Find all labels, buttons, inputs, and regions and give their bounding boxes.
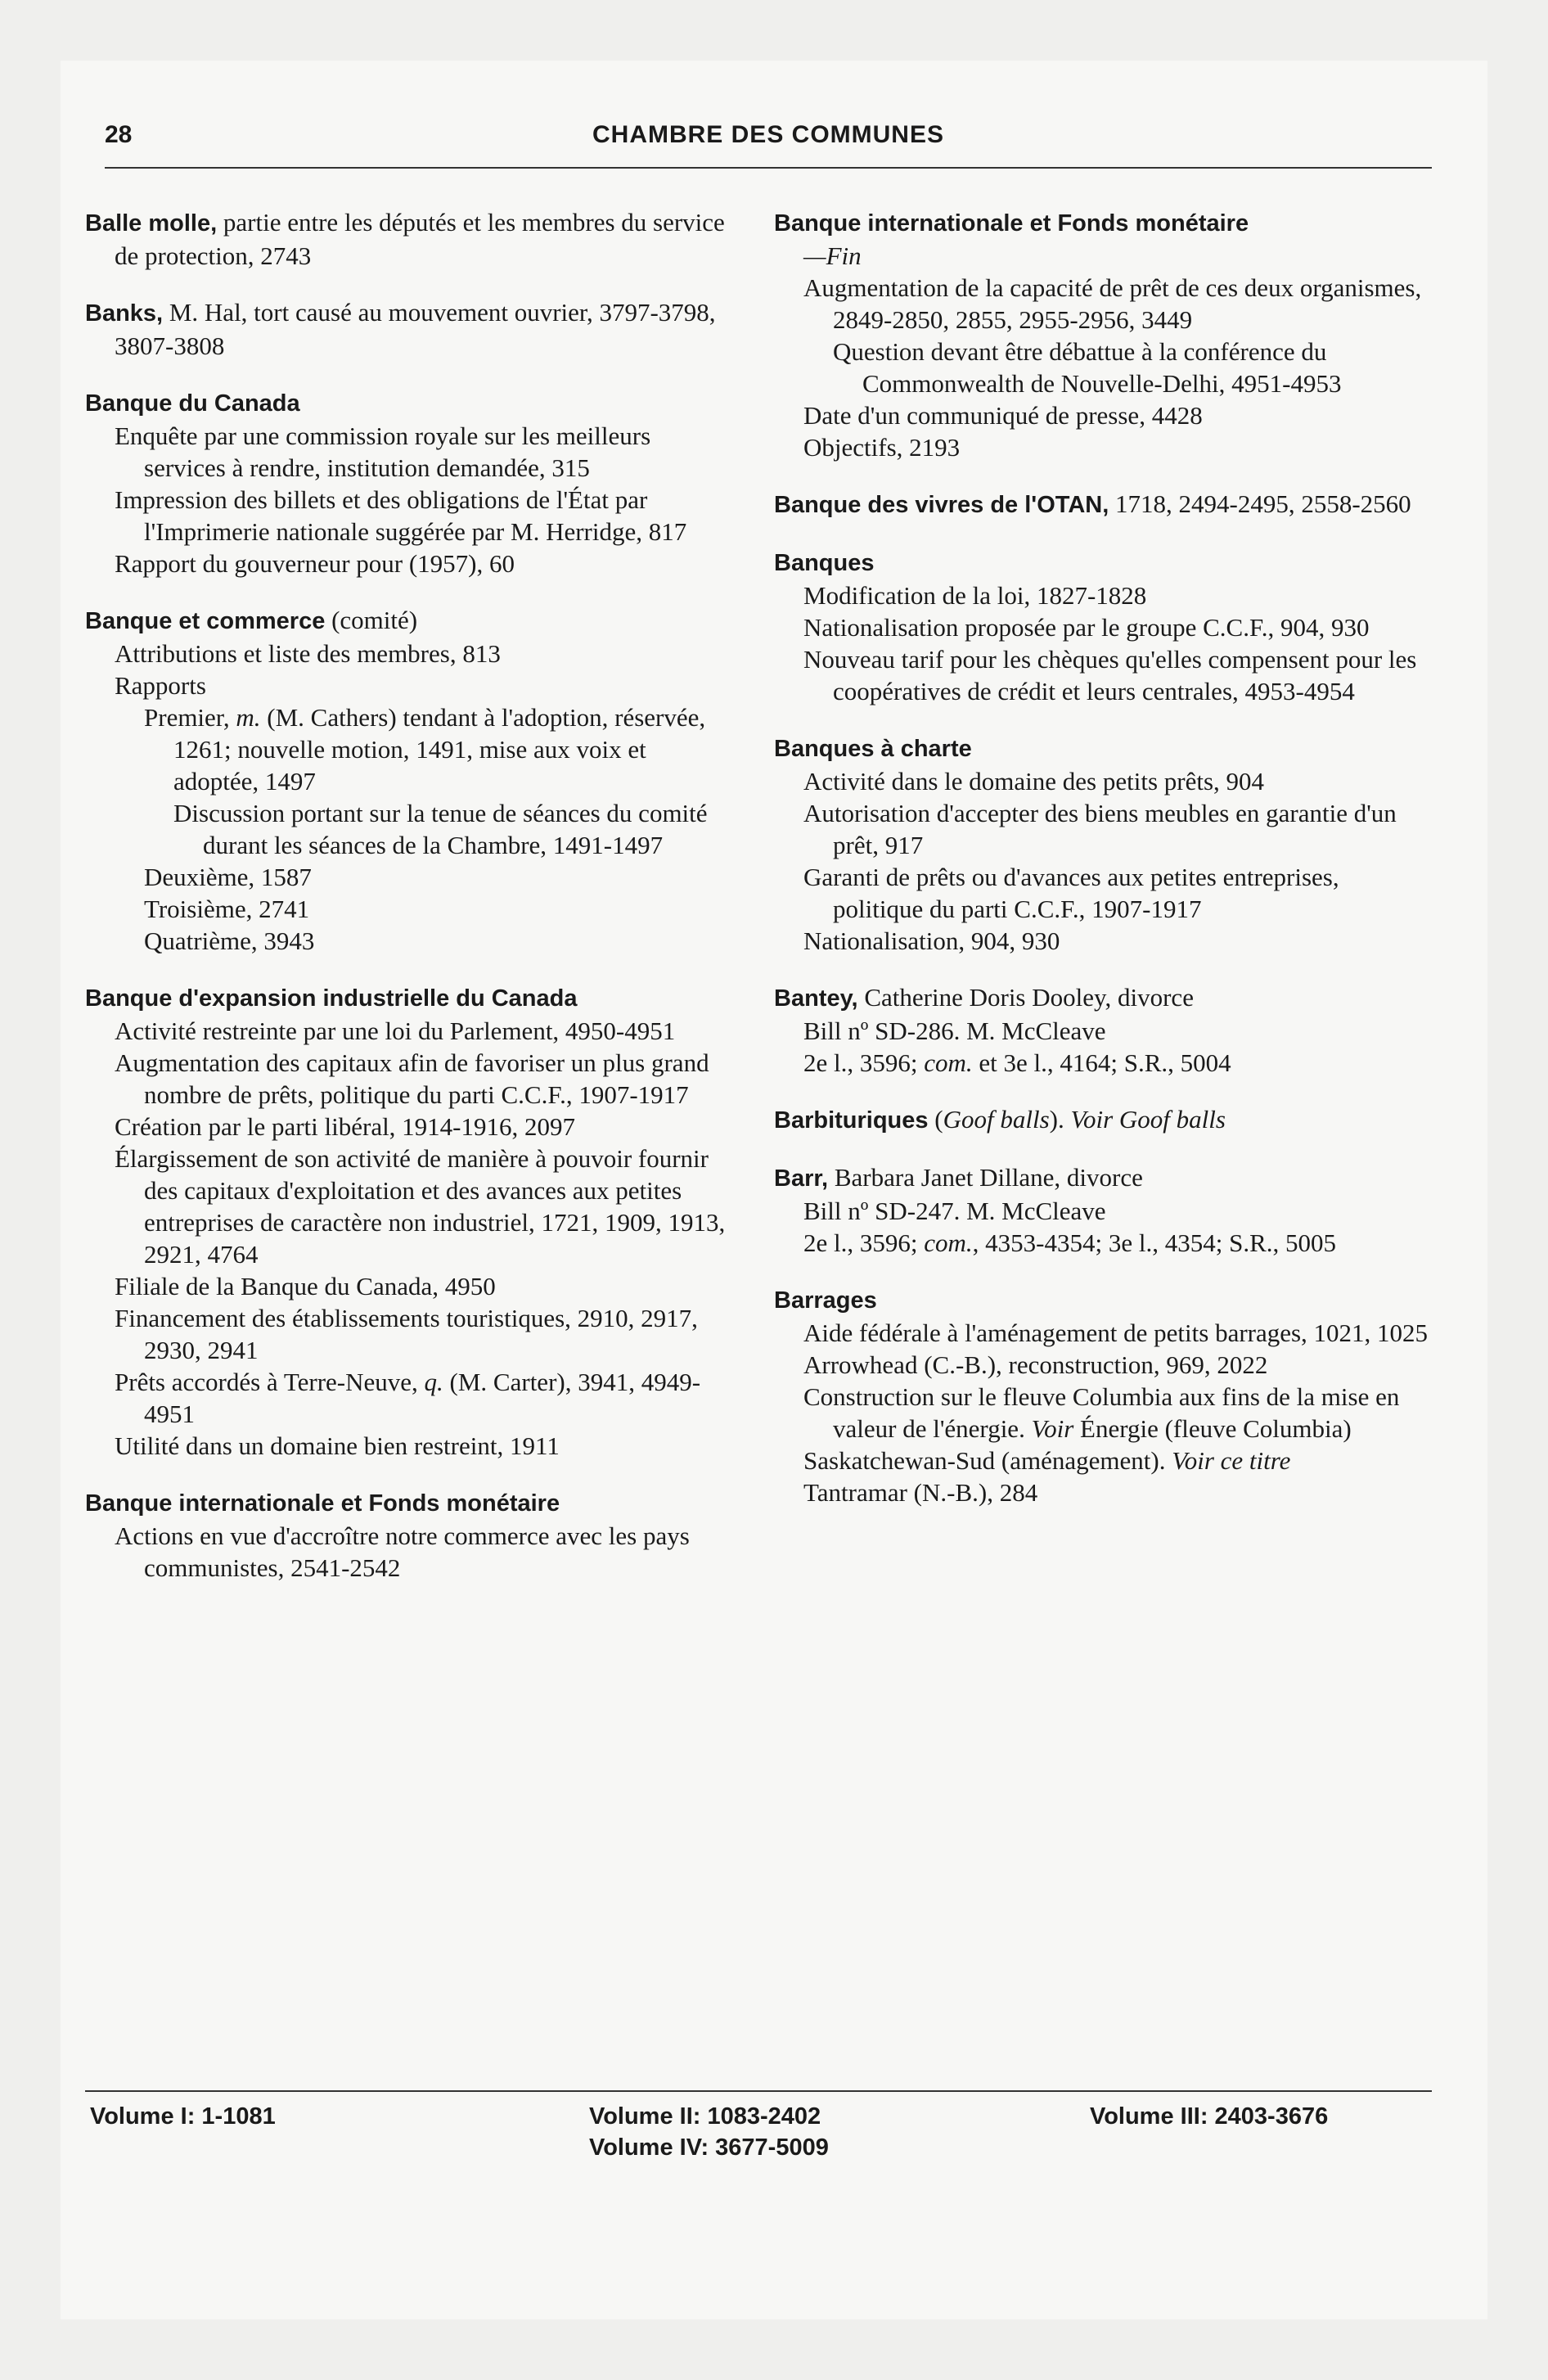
entry-term: Banques à charte (774, 736, 972, 762)
entry-term: Banks, (85, 300, 164, 327)
sub-entry: Bill nº SD-247. M. McCleave (803, 1197, 1106, 1225)
entry-term: Banque d'expansion industrielle du Canada (85, 985, 578, 1012)
sub-entry (774, 1047, 1433, 1079)
index-entry-bantey (774, 981, 1433, 1079)
sub-entry (774, 1227, 1433, 1259)
entry-text: ). (1049, 1105, 1071, 1134)
entry-term: Banque des vivres de l'OTAN, (774, 492, 1109, 518)
sub-sub-entry: Quatrième, 3943 (144, 926, 315, 955)
entry-text: 1718, 2494-2495, 2558-2560 (1109, 489, 1411, 518)
sub-entry: Financement des établissements touristiques, 2910, 2917, 2930, 2941 (115, 1304, 698, 1364)
entry-text: Prêts accordés à Terre-Neuve, (115, 1368, 425, 1396)
entry-text: ( (928, 1105, 943, 1134)
left-column (85, 206, 731, 1608)
entry-text: M. Hal, tort causé au mouvement ouvrier, 3797-3798, 3807-3808 (115, 298, 716, 360)
entry-term: Banque du Canada (85, 390, 300, 417)
sub-entry: Attributions et liste des membres, 813 (115, 639, 501, 668)
entry-text: Catherine Doris Dooley, divorce (857, 983, 1194, 1012)
entry-text-italic: com. (924, 1048, 973, 1077)
entry-text: 2e l., 3596; (803, 1228, 925, 1257)
index-entry-banques (774, 546, 1433, 707)
entry-text: Construction sur le fleuve Columbia aux fins de la mise en valeur de l'énergie. (803, 1382, 1400, 1443)
sub-entry: Impression des billets et des obligations de l'État par l'Imprimerie nationale suggérée par M. Herridge, 817 (115, 485, 687, 546)
sub-entry: Augmentation de la capacité de prêt de ces deux organismes, 2849-2850, 2855, 2955-2956, 3449 (803, 273, 1422, 334)
entry-text: (M. Carter), 3941, 4949-4951 (144, 1368, 701, 1428)
sub-entry: Activité dans le domaine des petits prêts, 904 (803, 767, 1265, 796)
cross-reference: Voir Goof balls (1070, 1105, 1226, 1134)
sub-entry: Activité restreinte par une loi du Parlement, 4950-4951 (115, 1016, 676, 1045)
index-entry-banque-internationale (85, 1486, 731, 1584)
sub-sub-sub-entry: Discussion portant sur la tenue de séances du comité durant les séances de la Chambre, 1491-1497 (173, 799, 708, 859)
entry-text: partie entre les députés et les membres du service de protection, 2743 (115, 208, 725, 270)
sub-entry (85, 1366, 731, 1430)
page-header (105, 121, 1432, 169)
entry-text-italic: q. (424, 1368, 443, 1396)
index-entry-banque-du-canada (85, 386, 731, 579)
entry-text: , 4353-4354; 3e l., 4354; S.R., 5005 (972, 1228, 1336, 1257)
page-title: CHAMBRE DES COMMUNES (592, 121, 944, 148)
entry-text-italic: Goof balls (943, 1105, 1050, 1134)
entry-text: (M. Cathers) tendant à l'adoption, réservée, 1261; nouvelle motion, 1491, mise aux voix et adoptée, 1497 (173, 703, 706, 796)
sub-entry: Actions en vue d'accroître notre commerce avec les pays communistes, 2541-2542 (115, 1521, 690, 1582)
sub-entry: Garanti de prêts ou d'avances aux petites entreprises, politique du parti C.C.F., 1907-1917 (803, 863, 1339, 923)
sub-entry: Modification de la loi, 1827-1828 (803, 581, 1147, 610)
entry-term: Balle molle, (85, 210, 218, 237)
index-entry-balle-molle (85, 206, 731, 272)
sub-entry: Tantramar (N.-B.), 284 (803, 1478, 1038, 1507)
entry-text: Premier, (144, 703, 236, 732)
cross-reference: Voir ce titre (1172, 1446, 1291, 1475)
volume-footer (85, 2090, 1432, 2174)
sub-entry: Objectifs, 2193 (803, 433, 961, 462)
index-entry-banque-expansion (85, 981, 731, 1462)
sub-entry: Bill nº SD-286. M. McCleave (803, 1016, 1106, 1045)
sub-entry: Élargissement de son activité de manière à pouvoir fournir des capitaux d'exploitation et des avances aux petites entreprises de caractère non industriel, 1721, 1909, 1913, 2921, 4764 (115, 1144, 726, 1269)
entry-term: Barrages (774, 1287, 877, 1314)
sub-entry: Filiale de la Banque du Canada, 4950 (115, 1272, 496, 1300)
sub-entry: Nouveau tarif pour les chèques qu'elles compensent pour les coopératives de crédit et leurs centrales, 4953-4954 (803, 645, 1417, 705)
index-entry-banque-et-commerce (85, 604, 731, 957)
entry-text-italic: com. (924, 1228, 973, 1257)
sub-sub-entry: Troisième, 2741 (144, 895, 310, 923)
sub-entry: Création par le parti libéral, 1914-1916, 2097 (115, 1112, 576, 1141)
entry-text: Énergie (fleuve Columbia) (1073, 1414, 1352, 1443)
index-entry-barrages (774, 1283, 1433, 1508)
entry-text-italic: m. (236, 703, 261, 732)
sub-sub-entry: Deuxième, 1587 (144, 863, 312, 891)
index-entry-banques-a-charte (774, 732, 1433, 957)
sub-sub-entry: Question devant être débattue à la conférence du Commonwealth de Nouvelle-Delhi, 4951-4953 (833, 337, 1342, 398)
entry-term: Barr, (774, 1165, 829, 1192)
sub-entry: Date d'un communiqué de presse, 4428 (803, 401, 1203, 430)
volume-3-range: Volume III: 2403-3676 (1090, 2103, 1329, 2130)
entry-text: 2e l., 3596; (803, 1048, 925, 1077)
entry-term-suffix: (comité) (325, 606, 418, 634)
sub-entry: Autorisation d'accepter des biens meubles en garantie d'un prêt, 917 (803, 799, 1397, 859)
right-column (774, 206, 1433, 1533)
entry-term: Banque internationale et Fonds monétaire (774, 210, 1249, 237)
entry-term: Banque et commerce (85, 608, 326, 634)
continuation-label: —Fin (803, 241, 862, 270)
sub-entry: Aide fédérale à l'aménagement de petits barrages, 1021, 1025 (803, 1318, 1429, 1347)
sub-entry (774, 1445, 1433, 1476)
volume-4-range: Volume IV: 3677-5009 (589, 2134, 829, 2161)
sub-entry: Rapports (115, 671, 206, 700)
sub-entry (774, 1381, 1433, 1445)
sub-entry: Nationalisation proposée par le groupe C.C.F., 904, 930 (803, 613, 1370, 642)
sub-sub-entry (85, 701, 731, 797)
volume-2-range: Volume II: 1083-2402 (589, 2103, 821, 2130)
sub-entry: Enquête par une commission royale sur les meilleurs services à rendre, institution demandée, 315 (115, 421, 651, 482)
entry-text: Barbara Janet Dillane, divorce (828, 1163, 1143, 1192)
index-entry-barr (774, 1161, 1433, 1259)
sub-entry: Utilité dans un domaine bien restreint, 1911 (115, 1431, 560, 1460)
index-entry-banks (85, 296, 731, 362)
entry-term: Banques (774, 550, 875, 576)
cross-reference: Voir (1031, 1414, 1074, 1443)
sub-entry: Rapport du gouverneur pour (1957), 60 (115, 549, 515, 578)
volume-1-range: Volume I: 1-1081 (90, 2103, 276, 2130)
entry-term: Bantey, (774, 985, 858, 1012)
entry-term: Banque internationale et Fonds monétaire (85, 1490, 560, 1517)
sub-entry: Arrowhead (C.-B.), reconstruction, 969, 2022 (803, 1350, 1268, 1379)
index-entry-banque-internationale-fin (774, 206, 1433, 463)
index-entry-barbituriques (774, 1103, 1433, 1137)
sub-entry: Augmentation des capitaux afin de favoriser un plus grand nombre de prêts, politique du parti C.C.F., 1907-1917 (115, 1048, 709, 1109)
page-number: 28 (105, 121, 133, 148)
entry-text: et 3e l., 4164; S.R., 5004 (972, 1048, 1231, 1077)
index-entry-banque-vivres-otan (774, 488, 1433, 521)
entry-term: Barbituriques (774, 1107, 929, 1134)
sub-entry: Nationalisation, 904, 930 (803, 926, 1060, 955)
entry-text: Saskatchewan-Sud (aménagement). (803, 1446, 1172, 1475)
